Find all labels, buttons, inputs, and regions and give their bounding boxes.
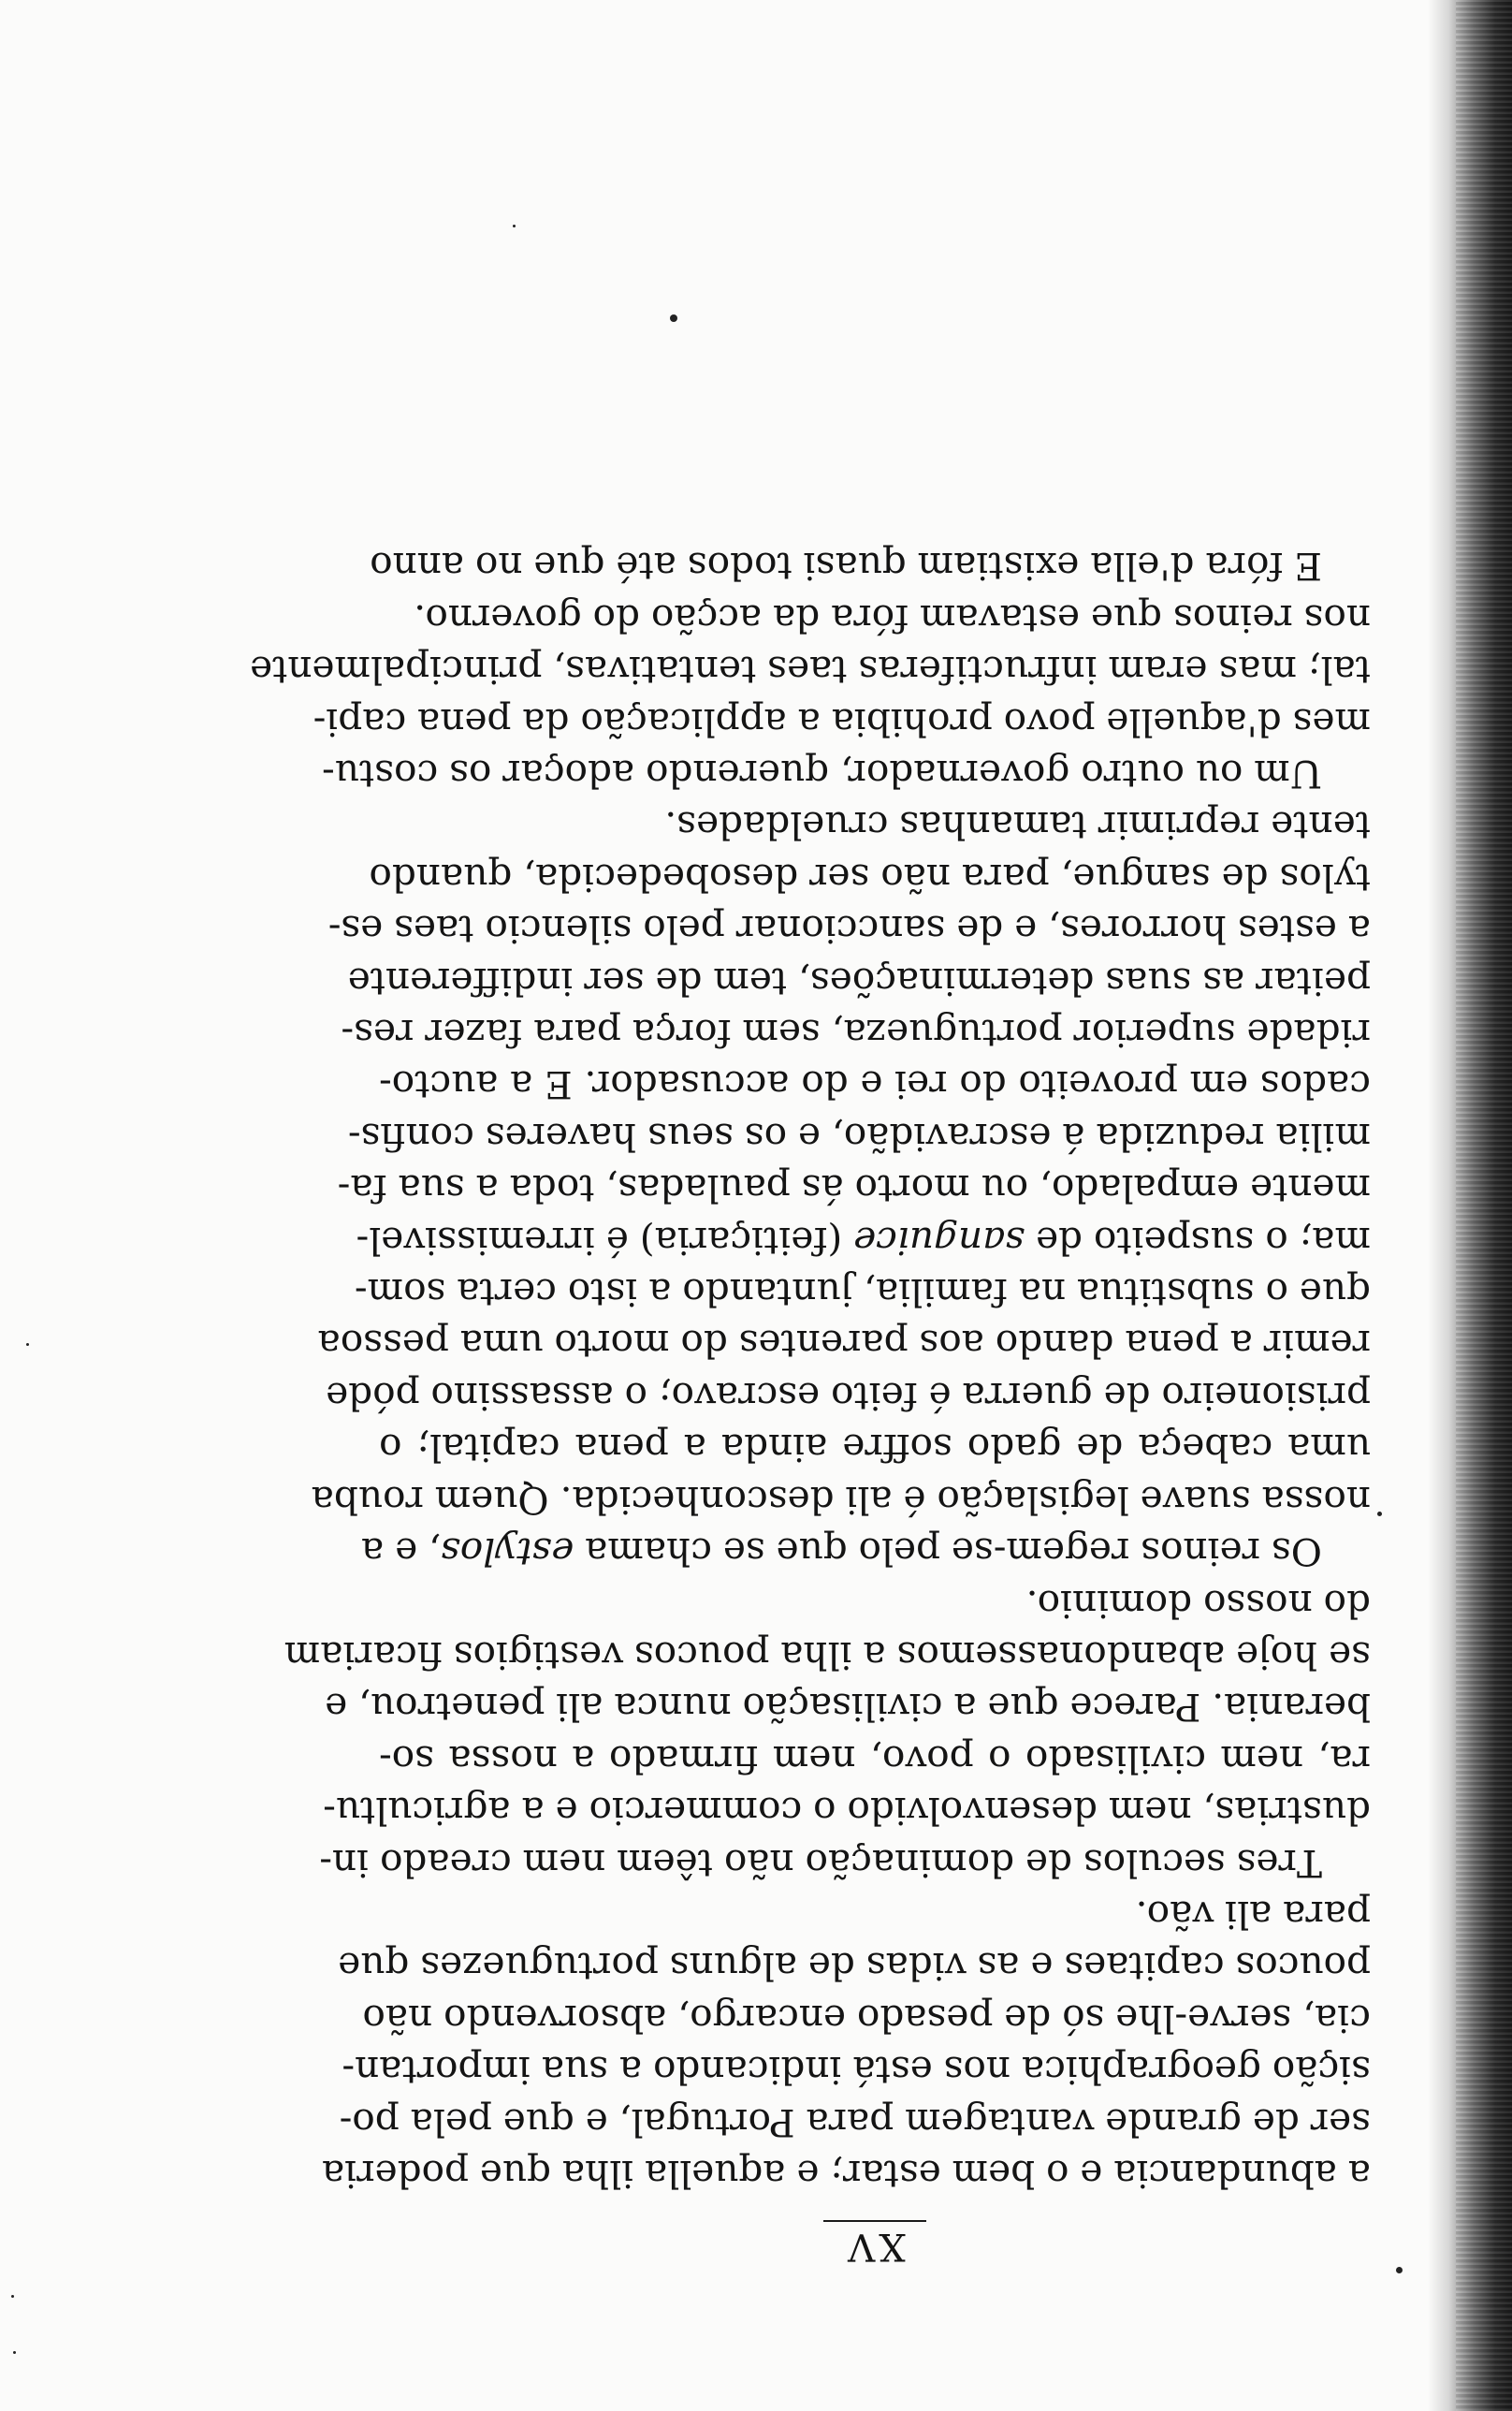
- binding-edge-texture: [1456, 0, 1512, 2411]
- text-line: para ali vão.: [1135, 1892, 1371, 1937]
- body-text: [250, 540, 1371, 2199]
- text-line: ridade superior portugueza, sem força para fazer res-: [341, 1011, 1371, 1057]
- italic-term: estylos: [441, 1529, 574, 1575]
- scan-speck: [1396, 2267, 1403, 2273]
- text-line: uma cabeça de gado soffre ainda a pena capital; o: [379, 1425, 1371, 1471]
- text-line: que o substitua na familia, juntando a isto certa som-: [354, 1270, 1371, 1316]
- text-line: E fóra d'ella existiam quasi todos até que no anno: [370, 544, 1322, 590]
- scan-speck: [11, 2295, 14, 2298]
- page-number: XV: [844, 2225, 906, 2268]
- text-line: sição geographica nos está indicando a sua importan-: [342, 2048, 1371, 2094]
- scan-speck: [670, 314, 677, 322]
- text-line: dustrias, nem desenvolvido o commercio e a agricultu-: [323, 1789, 1371, 1834]
- printed-page: [250, 346, 1371, 2268]
- scan-speck: [1377, 1512, 1382, 1516]
- text-line: nossa suave legislação é ali desconhecida. Quem rouba: [311, 1477, 1371, 1523]
- text-line: berania. Parece que a civilisação nunca ali penetrou, e: [325, 1685, 1371, 1731]
- text-line: nos reinos que estavam fóra da acção do governo.: [414, 595, 1371, 641]
- text-line: tal; mas eram infructiferas taes tentativas, principalmente: [250, 648, 1371, 694]
- text-line: mente empalado, ou morto ás pauladas, toda a sua fa-: [337, 1166, 1371, 1212]
- text-line: ma; o suspeito de sanguice (feitiçaria) é irremissivel-: [356, 1218, 1371, 1264]
- scan-speck: [26, 1343, 29, 1346]
- text-line: cados em proveito do rei e do accusador. E a aucto-: [379, 1062, 1371, 1108]
- text-line: prisioneiro de guerra é feito escravo; o assassino póde: [326, 1373, 1371, 1419]
- text-line: a abundancia e o bem estar; e aquella ilha que poderia: [322, 2152, 1371, 2197]
- text-line: peitar as suas determinações, tem de ser indifferente: [347, 958, 1371, 1004]
- text-line: a estes horrores, e de sanccionar pelo silencio taes es-: [327, 907, 1371, 953]
- text-line: tylos de sangue, para não ser desobedecida, quando: [369, 855, 1371, 900]
- text-line: se hoje abandonassemos a ilha poucos vestigios ficariam: [284, 1632, 1371, 1678]
- scan-speck: [13, 2351, 16, 2354]
- header-rule: [823, 2220, 926, 2222]
- text-line: Tres seculos de dominação não têem nem creado in-: [319, 1840, 1322, 1886]
- text-line: ra, nem civilisado o povo, nem firmado a nossa so-: [379, 1736, 1371, 1782]
- scan-speck: [513, 225, 516, 227]
- italic-term: sanguice: [853, 1218, 1025, 1264]
- text-line: milia reduzida á escravidão, e os seus haveres confis-: [347, 1114, 1371, 1160]
- text-line: Os reinos regem-se pelo que se chama estylos, e a: [361, 1529, 1322, 1575]
- text-line: Um ou outro governador, querendo adoçar os costu-: [322, 752, 1322, 797]
- text-line: poucos capitaes e as vidas de alguns portuguezes que: [338, 1944, 1371, 1990]
- text-line: mes d'aquelle povo prohibia a applicação da pena capi-: [313, 699, 1371, 745]
- text-line: cia, serve-lhe só de pesado encargo, absorvendo não: [362, 1995, 1371, 2041]
- text-line: ser de grande vantagem para Portugal, e que pela po-: [339, 2099, 1371, 2145]
- text-line: tente reprimir tamanhas crueldades.: [664, 803, 1371, 849]
- text-line: remir a pena dando aos parentes do morto uma pessoa: [317, 1322, 1371, 1367]
- text-line: do nosso dominio.: [1025, 1581, 1371, 1627]
